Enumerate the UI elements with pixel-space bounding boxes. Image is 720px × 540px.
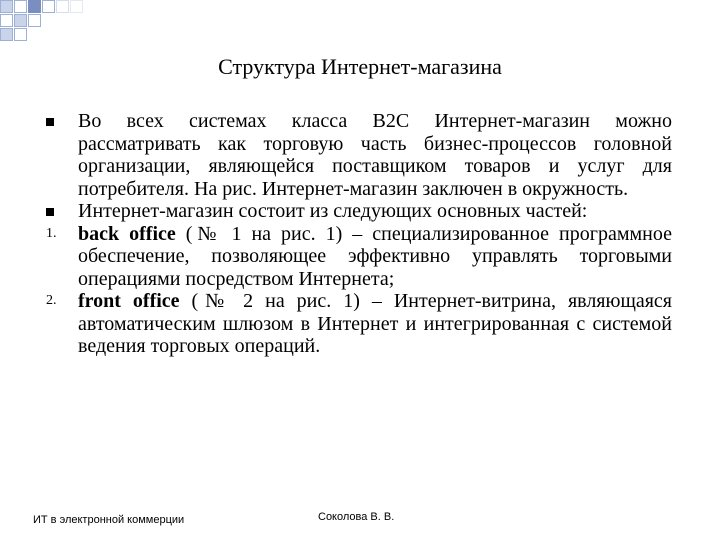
square-bullet-icon xyxy=(46,118,54,126)
decor-square xyxy=(0,14,13,27)
list-item xyxy=(40,290,672,358)
list-item xyxy=(40,110,672,200)
decor-square xyxy=(14,14,27,27)
list-item xyxy=(40,223,672,291)
item-text: (№ 2 на рис. 1) – Интернет-витрина, являющаяся автоматическим шлюзом в Интернет и интегрированная с системой ведения торговых операций. xyxy=(78,290,672,357)
decor-square xyxy=(70,0,83,13)
decor-square xyxy=(28,0,41,13)
decor-square xyxy=(0,28,13,41)
item-term: back office xyxy=(78,222,176,245)
slide-title: Структура Интернет-магазина xyxy=(218,54,502,79)
decorative-squares xyxy=(0,0,720,40)
item-term: front office xyxy=(78,290,180,312)
item-text: (№ 1 на рис. 1) – специализированное программное обеспечение, позволяющее эффективно управлять торговыми операциями посредством Интернета; xyxy=(78,222,672,290)
decor-square xyxy=(56,0,69,13)
square-bullet-icon xyxy=(46,208,54,216)
decor-square xyxy=(14,0,27,13)
list-item xyxy=(40,200,672,223)
footer-author: Соколова В. В. xyxy=(318,511,395,523)
decor-square xyxy=(42,0,55,13)
footer-course: ИТ в электронной коммерции xyxy=(33,514,185,526)
decor-square xyxy=(14,28,27,41)
slide-content xyxy=(40,110,672,358)
item-text: Во всех системах класса B2C Интернет-магазин можно рассматривать как торговую часть бизнес-процессов головной организации, являющейся поставщиком товаров и услуг для потребителя. На рис. Интернет-магазин заключен в окружность. xyxy=(78,110,672,200)
item-number: 1. xyxy=(46,225,57,241)
decor-square xyxy=(28,14,41,27)
item-number: 2. xyxy=(46,293,57,308)
decor-square xyxy=(0,0,13,13)
item-text: Интернет-магазин состоит из следующих основных частей: xyxy=(78,200,588,222)
